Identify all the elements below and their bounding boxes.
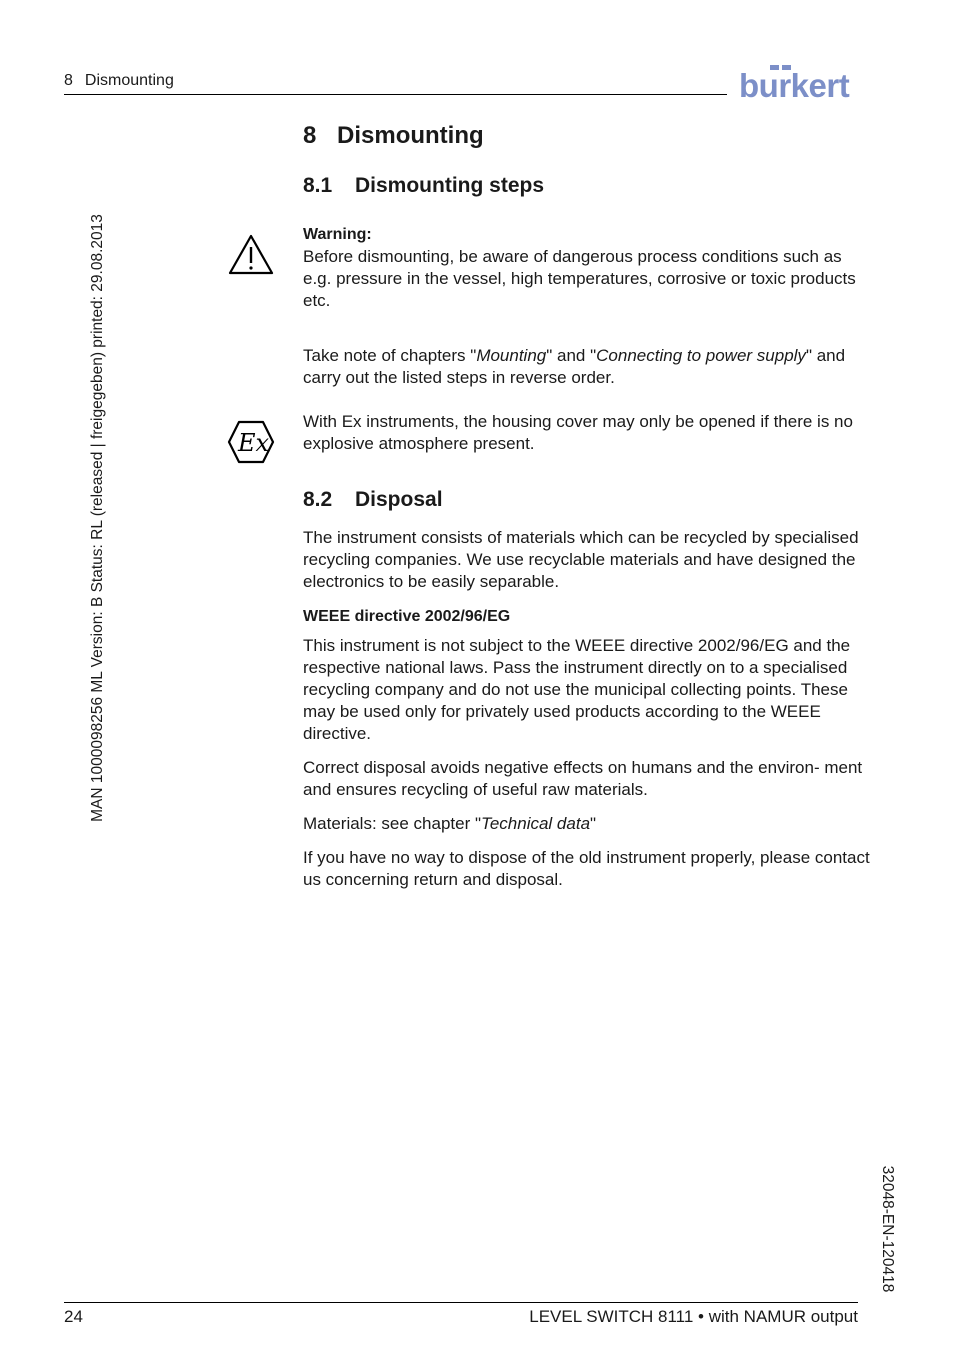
section-title: Dismounting steps	[355, 174, 545, 197]
warning-text: Before dismounting, be aware of dangerous process conditions such as e.g. pressure in the vessel, high temperatures, corrosive or toxic products etc.	[303, 247, 856, 310]
warning-triangle-icon	[228, 234, 274, 281]
materials-text-end: "	[590, 814, 597, 833]
chapter-number: 8	[303, 122, 317, 149]
section-title: Disposal	[355, 488, 443, 511]
contact-paragraph: If you have no way to dispose of the old instrument properly, please contact us concerning return and disposal.	[303, 848, 870, 889]
correct-disposal-paragraph: Correct disposal avoids negative effects on humans and the environ- ment and ensures recycling of useful raw materials.	[303, 758, 863, 799]
note-text-start: Take note of chapters "	[303, 346, 477, 365]
page-number: 24	[64, 1307, 83, 1326]
warning-block	[303, 224, 873, 312]
note-ref-mounting: Mounting	[476, 346, 547, 365]
ex-hexagon-icon	[227, 420, 275, 469]
disposal-intro: The instrument consists of materials which can be recycled by specialised recycling companies. We use recyclable materials and have designed the electronics to be easily separable.	[303, 528, 859, 591]
weee-heading: WEEE directive 2002/96/EG	[303, 608, 511, 625]
running-head-title: Dismounting	[84, 72, 174, 89]
note-text-mid: " and "	[546, 346, 597, 365]
note-ref-power-supply: Connecting to power supply	[596, 346, 806, 365]
warning-label: Warning:	[303, 226, 372, 243]
section-number: 8.2	[303, 488, 333, 511]
side-document-info: MAN 1000098256 ML Version: B Status: RL (released | freigegeben) printed: 29.08.2013	[89, 214, 106, 822]
svg-text:burkert: burkert	[739, 67, 850, 102]
burkert-logo	[738, 62, 858, 102]
document-title: LEVEL SWITCH 8111 • with NAMUR output	[529, 1307, 858, 1326]
note-paragraph	[303, 345, 873, 389]
section-number: 8.1	[303, 174, 333, 197]
running-head	[64, 72, 174, 90]
footer-rule	[64, 1302, 858, 1303]
section-heading-8-2	[303, 488, 443, 512]
side-document-code: 32048-EN-120418	[879, 1165, 896, 1293]
header-rule	[64, 94, 727, 95]
weee-paragraph: This instrument is not subject to the WEEE directive 2002/96/EG and the respective national laws. Pass the instrument directly on to a specialised recycling company and do not use the municipal collecting points. These may be used only for privately used products according to the WEEE directive.	[303, 636, 851, 743]
materials-text-start: Materials: see chapter "	[303, 814, 482, 833]
svg-text:Ex: Ex	[238, 429, 270, 457]
materials-paragraph	[303, 813, 873, 835]
chapter-title: Dismounting	[337, 122, 484, 149]
chapter-heading	[303, 122, 484, 150]
note-text-end: " and carry out the listed steps in reverse order.	[303, 346, 846, 387]
ex-paragraph: With Ex instruments, the housing cover may only be opened if there is no explosive atmosphere present.	[303, 412, 853, 453]
section-heading-8-1	[303, 174, 544, 198]
running-head-number: 8	[64, 72, 73, 89]
materials-ref-technical-data: Technical data	[481, 814, 591, 833]
